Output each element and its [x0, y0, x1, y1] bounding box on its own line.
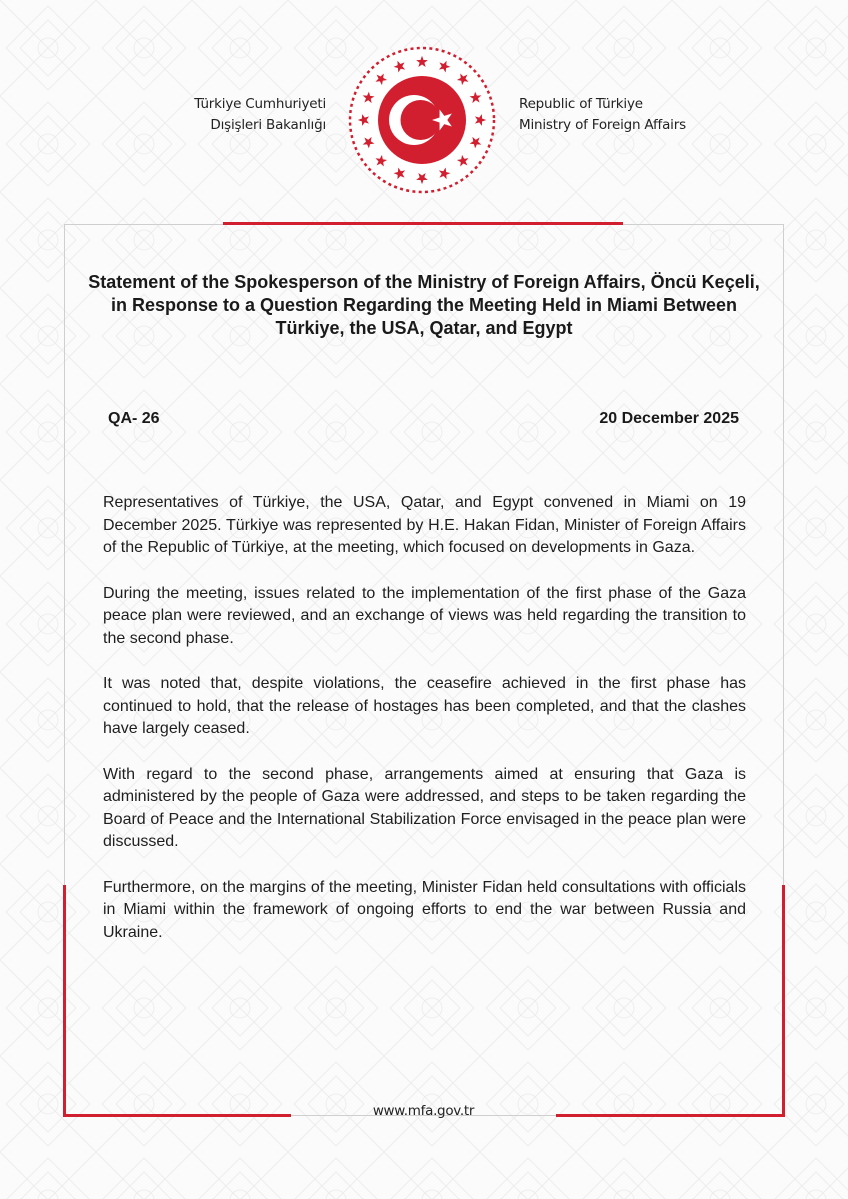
document-title: Statement of the Spokesperson of the Ministry of Foreign Affairs, Öncü Keçeli, in Response to a Question Regarding the Meeting Held in Miami Between Türkiye, the USA, Qatar, and Egypt	[88, 272, 760, 338]
ministry-name-tr-line1: Türkiye Cumhuriyeti	[194, 96, 326, 112]
body-paragraph: With regard to the second phase, arrangements aimed at ensuring that Gaza is administered by the people of Gaza were addressed, and steps to be taken regarding the Board of Peace and the International Stabilization Force envisaged in the peace plan were discussed.	[103, 765, 746, 850]
ministry-name-en-line2: Ministry of Foreign Affairs	[519, 117, 686, 133]
frame-accent-bottom-right	[556, 1114, 785, 1117]
frame-accent-left	[63, 885, 66, 1117]
frame-accent-bottom-left	[63, 1114, 291, 1117]
body-paragraph: It was noted that, despite violations, the ceasefire achieved in the first phase has continued to hold, that the release of hostages has been completed, and that the clashes have largely ceased.	[103, 675, 746, 737]
document-date: 20 December 2025	[599, 410, 739, 427]
footer-website-link[interactable]: www.mfa.gov.tr	[372, 1103, 475, 1119]
ministry-name-en-line1: Republic of Türkiye	[519, 96, 643, 112]
document-body	[103, 492, 746, 967]
body-paragraph: Furthermore, on the margins of the meeting, Minister Fidan held consultations with officials in Miami within the framework of ongoing efforts to end the war between Russia and Ukraine.	[103, 878, 746, 941]
frame-accent-right	[782, 885, 785, 1117]
header-left-text	[194, 94, 326, 136]
crescent-and-star-emblem	[347, 45, 497, 195]
body-paragraph: Representatives of Türkiye, the USA, Qatar, and Egypt convened in Miami on 19 December 2025. Türkiye was represented by H.E. Hakan Fidan, Minister of Foreign Affairs of the Republic of Türkiye, at the meeting, which focused on developments in Gaza.	[103, 494, 746, 556]
document-code: QA- 26	[108, 410, 160, 427]
frame-accent-top	[223, 222, 623, 225]
body-paragraph: During the meeting, issues related to the implementation of the first phase of the Gaza peace plan were reviewed, and an exchange of views was held regarding the transition to the second phase.	[103, 584, 746, 647]
header-right-text	[519, 94, 686, 136]
ministry-name-tr-line2: Dışişleri Bakanlığı	[210, 117, 326, 133]
